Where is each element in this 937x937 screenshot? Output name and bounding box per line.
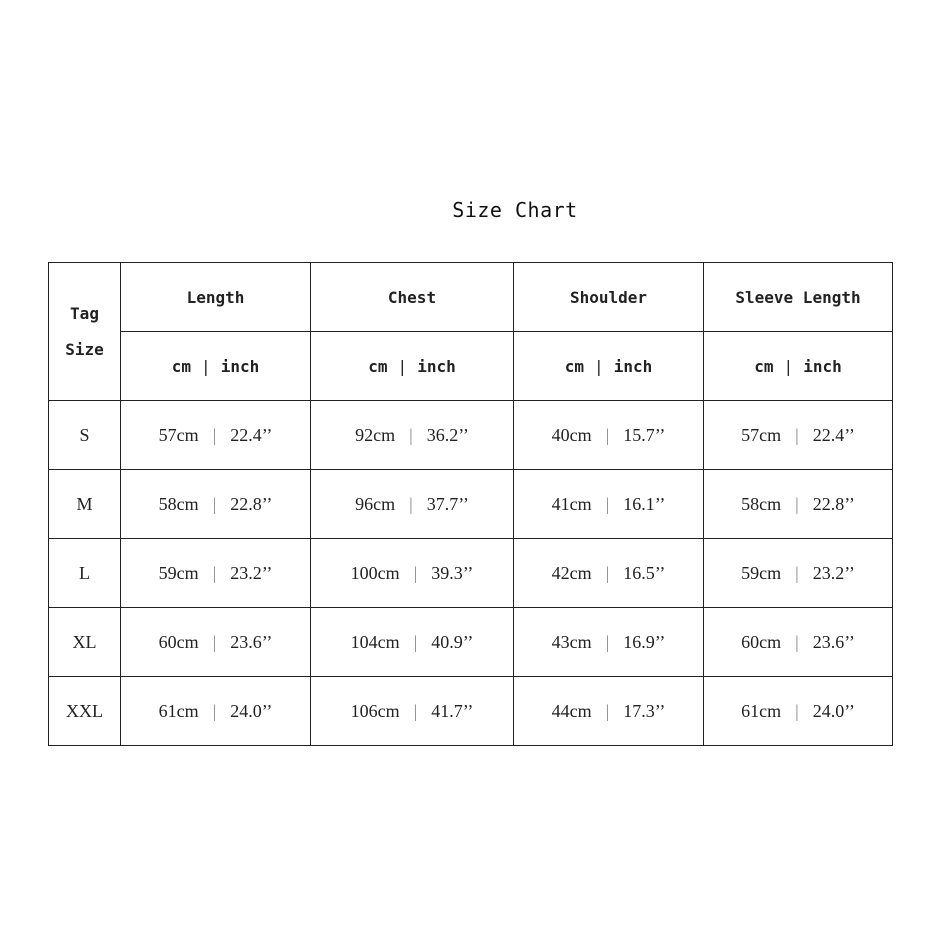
cm-value: 61cm [741, 700, 782, 721]
value-separator: | [795, 562, 799, 583]
inch-value: 16.1’’ [623, 493, 666, 514]
size-label: S [49, 401, 121, 470]
unit-header-length [121, 332, 311, 401]
value-separator: | [413, 631, 418, 652]
measurement-cell-sleeve-length [704, 677, 893, 746]
measurement-cell-length [121, 608, 311, 677]
measurement-cell-chest [311, 470, 514, 539]
cm-value: 57cm [158, 424, 199, 445]
column-header-sleeve-length: Sleeve Length [704, 263, 893, 332]
cm-value: 60cm [158, 631, 199, 652]
value-separator: | [605, 562, 610, 583]
value-separator: | [605, 424, 610, 445]
inch-value: 22.8’’ [230, 493, 273, 514]
value-separator: | [212, 562, 217, 583]
measurement-cell-length [121, 677, 311, 746]
value-separator: | [605, 700, 610, 721]
unit-header-shoulder [514, 332, 704, 401]
column-header-shoulder: Shoulder [514, 263, 704, 332]
table-row [49, 539, 893, 608]
cm-value: 61cm [158, 700, 199, 721]
unit-cm: cm [171, 356, 192, 376]
inch-value: 39.3’’ [431, 562, 474, 583]
measurement-cell-length [121, 401, 311, 470]
measurement-cell-shoulder [514, 677, 704, 746]
unit-cm: cm [754, 356, 774, 376]
inch-value: 37.7’’ [426, 493, 469, 514]
measurement-cell-sleeve-length [704, 470, 893, 539]
inch-value: 36.2’’ [426, 424, 469, 445]
cm-value: 60cm [741, 631, 782, 652]
unit-separator: | [397, 356, 408, 376]
measurement-cell-length [121, 539, 311, 608]
unit-inch: inch [803, 356, 842, 376]
measurement-cell-chest [311, 539, 514, 608]
inch-value: 22.4’’ [812, 424, 855, 445]
value-separator: | [795, 493, 799, 514]
value-separator: | [409, 493, 413, 514]
table-row [49, 470, 893, 539]
inch-value: 16.9’’ [623, 631, 666, 652]
inch-value: 17.3’’ [623, 700, 666, 721]
unit-inch: inch [417, 356, 456, 376]
value-separator: | [795, 700, 799, 721]
inch-value: 22.4’’ [230, 424, 273, 445]
cm-value: 57cm [741, 424, 782, 445]
unit-inch: inch [220, 356, 260, 376]
cm-value: 104cm [350, 631, 400, 652]
measurement-cell-shoulder [514, 608, 704, 677]
cm-value: 59cm [741, 562, 782, 583]
table-row [49, 677, 893, 746]
inch-value: 23.2’’ [812, 562, 855, 583]
inch-value: 23.6’’ [230, 631, 273, 652]
cm-value: 43cm [551, 631, 592, 652]
unit-cm: cm [368, 356, 388, 376]
value-separator: | [605, 631, 610, 652]
unit-cm: cm [564, 356, 585, 376]
value-separator: | [212, 424, 217, 445]
size-label: M [49, 470, 121, 539]
column-header-length: Length [121, 263, 311, 332]
size-chart-table [48, 262, 893, 746]
measurement-cell-sleeve-length [704, 539, 893, 608]
unit-row [49, 332, 893, 401]
value-separator: | [212, 700, 217, 721]
cm-value: 44cm [551, 700, 592, 721]
inch-value: 24.0’’ [812, 700, 855, 721]
inch-value: 24.0’’ [230, 700, 273, 721]
size-label: L [49, 539, 121, 608]
value-separator: | [413, 700, 418, 721]
unit-inch: inch [613, 356, 653, 376]
measurement-cell-sleeve-length [704, 608, 893, 677]
tag-size-line1: Tag [70, 303, 99, 323]
unit-header-chest [311, 332, 514, 401]
inch-value: 22.8’’ [812, 493, 855, 514]
inch-value: 23.2’’ [230, 562, 273, 583]
cm-value: 58cm [741, 493, 782, 514]
measurement-cell-chest [311, 677, 514, 746]
value-separator: | [795, 631, 799, 652]
table-row [49, 608, 893, 677]
value-separator: | [795, 424, 799, 445]
inch-value: 16.5’’ [623, 562, 666, 583]
tag-size-header [49, 263, 121, 401]
cm-value: 92cm [355, 424, 396, 445]
cm-value: 42cm [551, 562, 592, 583]
inch-value: 23.6’’ [812, 631, 855, 652]
unit-separator: | [201, 356, 211, 376]
value-separator: | [413, 562, 418, 583]
cm-value: 40cm [551, 424, 592, 445]
cm-value: 59cm [158, 562, 199, 583]
unit-header-sleeve-length [704, 332, 893, 401]
cm-value: 41cm [551, 493, 592, 514]
inch-value: 15.7’’ [623, 424, 666, 445]
inch-value: 41.7’’ [431, 700, 474, 721]
cm-value: 100cm [350, 562, 400, 583]
value-separator: | [605, 493, 610, 514]
value-separator: | [409, 424, 413, 445]
page-title: Size Chart [452, 198, 578, 222]
cm-value: 106cm [350, 700, 400, 721]
measurement-cell-chest [311, 401, 514, 470]
cm-value: 96cm [355, 493, 396, 514]
size-label: XXL [49, 677, 121, 746]
value-separator: | [212, 493, 217, 514]
size-rows [49, 401, 893, 746]
measurement-cell-chest [311, 608, 514, 677]
column-header-chest: Chest [311, 263, 514, 332]
header-row [49, 263, 893, 332]
unit-separator: | [783, 356, 794, 376]
measurement-cell-length [121, 470, 311, 539]
measurement-cell-shoulder [514, 401, 704, 470]
size-label: XL [49, 608, 121, 677]
measurement-cell-sleeve-length [704, 401, 893, 470]
measurement-cell-shoulder [514, 539, 704, 608]
unit-separator: | [594, 356, 604, 376]
cm-value: 58cm [158, 493, 199, 514]
value-separator: | [212, 631, 217, 652]
inch-value: 40.9’’ [431, 631, 474, 652]
table-row [49, 401, 893, 470]
tag-size-line2: Size [65, 339, 104, 359]
measurement-cell-shoulder [514, 470, 704, 539]
